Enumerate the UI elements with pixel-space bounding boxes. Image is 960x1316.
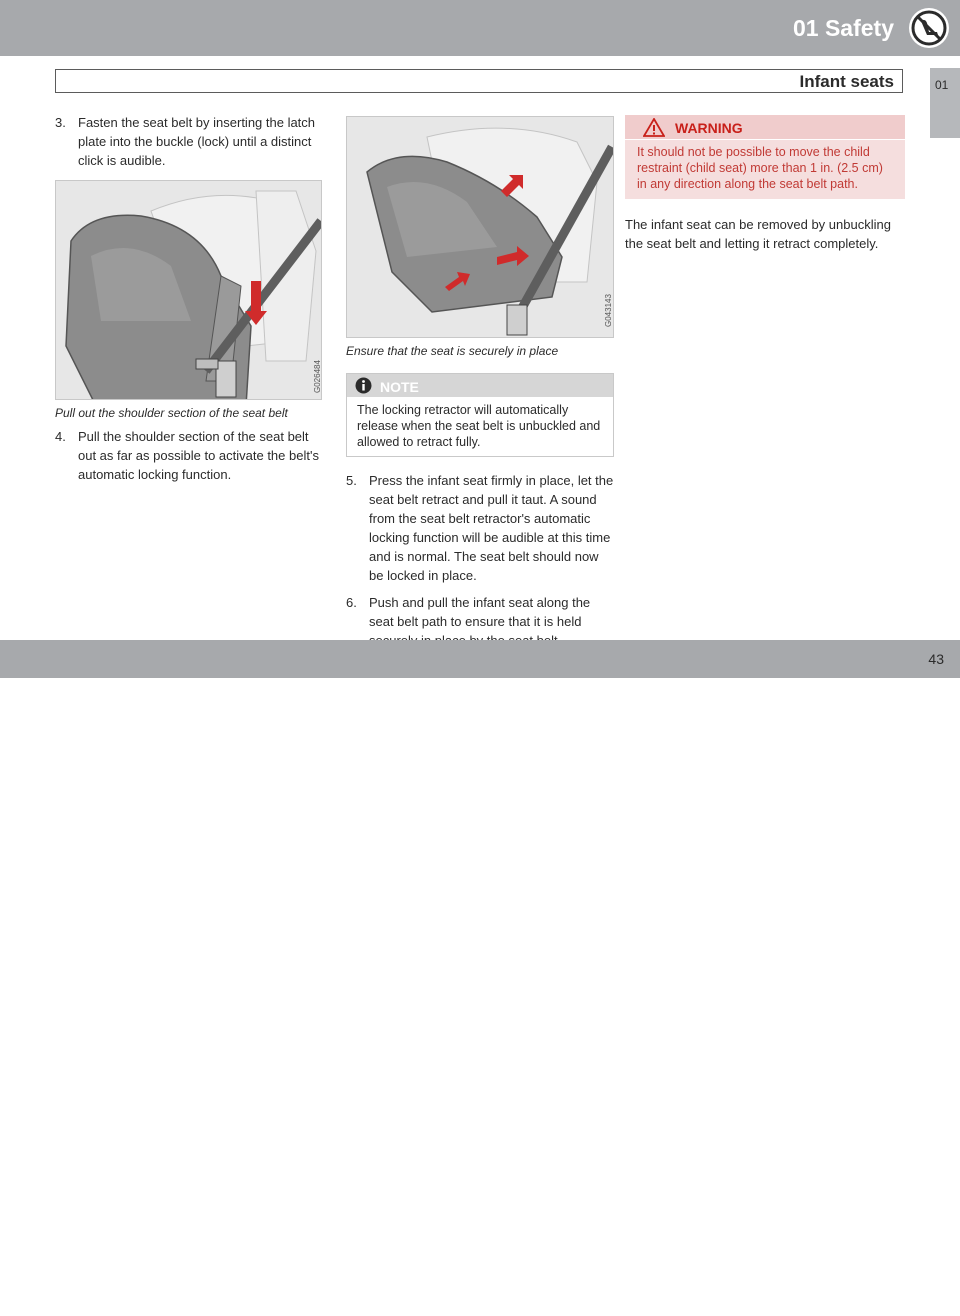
- step-number: 3.: [55, 115, 66, 130]
- step-number: 5.: [346, 473, 357, 488]
- section-bar: [55, 69, 903, 93]
- body-paragraph: The infant seat can be removed by unbuckling the seat belt and letting it retract completely.: [625, 217, 891, 251]
- page-header: [0, 0, 960, 56]
- infant-seat-illustration: [56, 181, 321, 399]
- step-number: 6.: [346, 595, 357, 610]
- step-3: [55, 113, 325, 170]
- infant-seat-secure-illustration: [347, 117, 613, 337]
- page-number: 43: [928, 651, 944, 667]
- note-text: The locking retractor will automatically release when the seat belt is unbuckled and allowed to retract fully.: [357, 403, 601, 449]
- figure-code: G026484: [313, 360, 322, 393]
- chapter-tab[interactable]: [930, 68, 960, 138]
- chapter-tab-label: 01: [935, 78, 949, 92]
- page-footer: [0, 640, 960, 1315]
- column-2: [346, 116, 614, 658]
- step-number: 4.: [55, 429, 66, 444]
- warning-label: WARNING: [675, 120, 743, 136]
- step-text: Pull the shoulder section of the seat belt out as far as possible to activate the belt's automatic locking function.: [78, 429, 319, 482]
- step-text: Fasten the seat belt by inserting the latch plate into the buckle (lock) until a distinct click is audible.: [78, 115, 316, 168]
- column-1: [55, 113, 325, 492]
- column-3: [625, 115, 905, 253]
- child-seat-prohibited-icon: [908, 7, 950, 49]
- note-box: [346, 373, 614, 457]
- note-header: [347, 374, 613, 397]
- figure-caption: Pull out the shoulder section of the seat belt: [55, 406, 288, 420]
- figure-seat-secure: [346, 116, 614, 338]
- chapter-title: 01 Safety: [792, 15, 894, 41]
- figure-caption: Ensure that the seat is securely in place: [346, 344, 559, 358]
- warning-header: [625, 115, 905, 140]
- step-text: Push and pull the infant seat along the seat belt path to ensure that it is held: [369, 595, 591, 629]
- step-4: [55, 427, 325, 484]
- figure-code: G043143: [604, 294, 613, 327]
- figure-pull-belt: [55, 180, 322, 400]
- warning-box: [625, 115, 905, 199]
- info-icon: [355, 377, 372, 394]
- warning-text: It should not be possible to move the child restraint (child seat) more than 1 in. (2.5 cm) in any direction along the seat belt path.: [637, 145, 883, 191]
- warning-triangle-icon: [643, 118, 665, 137]
- step-5: [346, 471, 614, 585]
- watermark: carmanualsonline.info: [585, 1284, 868, 1315]
- section-title: Infant seats: [799, 72, 894, 91]
- step-text: Press the infant seat firmly in place, let the seat belt retract and pull it taut. A sound from the seat belt retractor's automatic locking function will be audible at this time and is normal. The seat belt should now be locked in place.: [369, 473, 614, 583]
- note-label: NOTE: [380, 379, 419, 395]
